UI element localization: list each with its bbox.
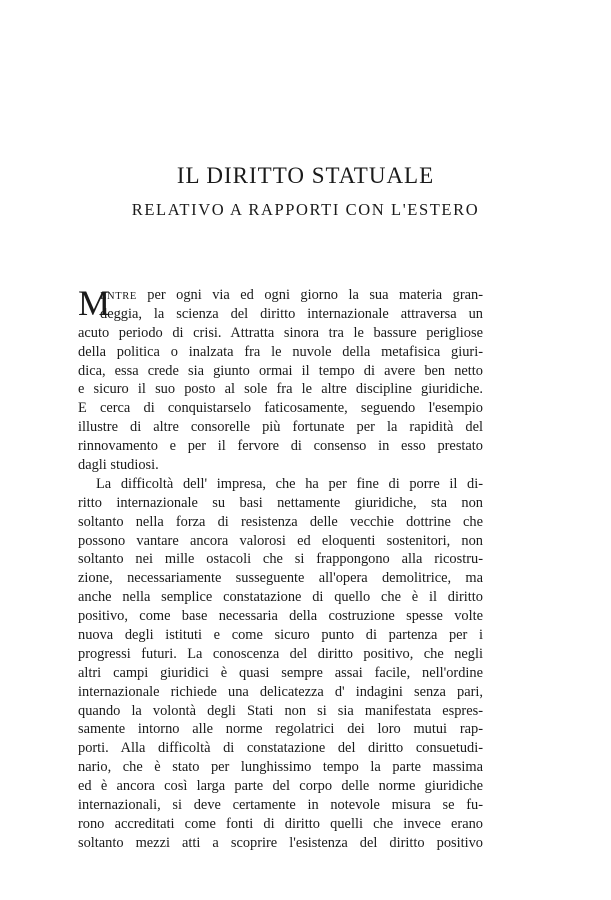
text-line: soltanto nella forza di resistenza delle vecchie dottrine che (78, 513, 483, 530)
body-text (78, 283, 483, 853)
text-line: porti. Alla difficoltà di constatazione del diritto consuetudi- (78, 740, 483, 757)
text-line: illustre di altre consorelle più fortunate per la rapidità del (78, 419, 483, 436)
text-line: nario, che è stato per lunghissimo tempo la parte massima (78, 759, 483, 776)
text-line: anche nella semplice constatazione di quello che è il diritto (78, 589, 483, 606)
text-line: soltanto mezzi atti a scoprire l'esistenza del diritto positivo (78, 834, 483, 851)
text-line: E cerca di conquistarselo faticosamente, seguendo l'esempio (78, 400, 483, 417)
text-line: deggia, la scienza del diritto internazionale attraversa un (100, 305, 483, 322)
text-line: zione, necessariamente susseguente all'opera demolitrice, ma (78, 570, 483, 587)
lead-smallcaps: ENTRE (100, 291, 137, 302)
text-line: soltanto nei mille ostacoli che si frappongono alla ricostru- (78, 551, 483, 568)
text-line: progressi futuri. La conoscenza del diritto positivo, che negli (78, 645, 483, 662)
text-line: La difficoltà dell' impresa, che ha per fine di porre il di- (96, 475, 483, 492)
text-line: ed è ancora così larga parte del corpo delle norme giuridiche (78, 778, 483, 795)
text-line: rono accreditati come fonti di diritto quelli che invece erano (78, 815, 483, 832)
text-line: altri campi giuridici è quasi sempre assai facile, nell'ordine (78, 664, 483, 681)
text-line: della politica o inalzata fra le nuvole della metafisica giuri- (78, 343, 483, 360)
text-line: positivo, come base necessaria della costruzione spesse volte (78, 608, 483, 625)
text-line: e sicuro il suo posto al sole fra le altre discipline giuridiche. (78, 381, 483, 398)
text-line: internazionali, si deve certamente in notevole misura se fu- (78, 797, 483, 814)
text-line: samente intorno alle norme regolatrici dei loro mutui rap- (78, 721, 483, 738)
chapter-subtitle: RELATIVO A RAPPORTI CON L'ESTERO (131, 200, 480, 219)
text-line: rinnovamento e per il fervore di consenso in esso prestato (78, 438, 483, 455)
text-line: quando la volontà degli Stati non si sia manifestata espres- (78, 702, 483, 719)
text-line: nuova degli istituti e come sicuro punto di partenza per i (78, 627, 483, 644)
text-line: acuto periodo di crisi. Attratta sinora tra le bassure perigliose (78, 324, 483, 341)
text-line: dagli studiosi. (78, 457, 159, 474)
text-line: ENTRE per ogni via ed ogni giorno la sua materia gran- (100, 287, 483, 303)
text-line: possono vantare ancora valorosi ed eloquenti sostenitori, non (78, 532, 483, 549)
text-line: internazionale richiede una delicatezza d' indagini senza pari, (78, 683, 483, 700)
text-line: dica, essa crede sia giunto ormai il tempo di avere ben netto (78, 362, 483, 379)
chapter-title: IL DIRITTO STATUALE (176, 163, 435, 188)
text-line: ritto internazionale su basi nettamente giuridiche, sta non (78, 494, 483, 511)
drop-cap: M (78, 283, 111, 323)
